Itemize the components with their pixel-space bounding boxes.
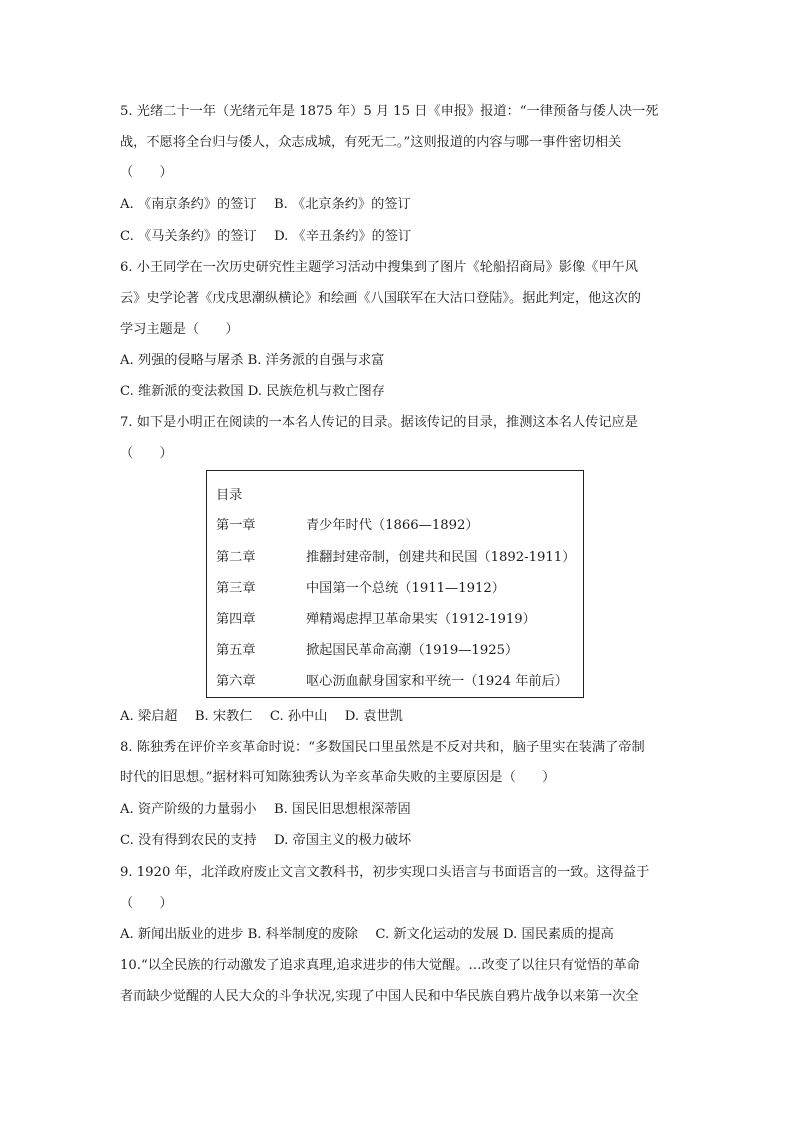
q10-stem-line1: 10.“以全民族的行动激发了追求真理,追求进步的伟大觉醒。…改变了以往只有觉悟的革命 [120, 958, 640, 973]
q5-stem-line2: 战，不愿将全台归与倭人，众志成城，有死无二。”这则报道的内容与哪一事件密切相关 [120, 135, 622, 150]
toc-chapter-title: 殚精竭虑捍卫革命果实（1912-1919） [306, 612, 536, 627]
q6-stem-line2: 云》史学论著《戊戌思潮纵横论》和绘画《八国联军在大沽口登陆》。据此判定，他这次的 [120, 291, 641, 306]
q6-options-ab: A. 列强的侵略与屠杀 B. 洋务派的自强与求富 [120, 353, 385, 368]
toc-chapter: 第六章 [216, 674, 256, 689]
q7-answer-blank: （ ） [120, 446, 173, 461]
toc-chapter-title: 掀起国民革命高潮（1919—1925） [306, 643, 519, 658]
q7-stem-line1: 7. 如下是小明正在阅读的一本名人传记的目录。据该传记的目录，推测这本名人传记应是 [120, 415, 638, 430]
toc-row [216, 608, 536, 627]
q8-stem-line2: 时代的旧思想。”据材料可知陈独秀认为辛亥革命失败的主要原因是（ ） [120, 770, 556, 785]
q5-stem-line1: 5. 光绪二十一年（光绪元年是 1875 年）5 月 15 日《申报》报道：“一律预备与倭人决一死 [120, 104, 659, 119]
toc-chapter-title: 推翻封建帝制，创建共和民国（1892-1911） [306, 550, 576, 565]
toc-chapter-title: 呕心沥血献身国家和平统一（1924 年前后） [306, 674, 568, 689]
q8-options-ab: A. 资产阶级的力量弱小 B. 国民旧思想根深蒂固 [120, 802, 411, 817]
q9-stem-line1: 9. 1920 年，北洋政府废止文言文教科书，初步实现口头语言与书面语言的一致。这得益于 [120, 865, 650, 880]
toc-title: 目录 [216, 488, 243, 503]
toc-chapter: 第五章 [216, 643, 256, 658]
toc-chapter: 第四章 [216, 612, 256, 627]
q10-stem-line2: 者而缺少觉醒的人民大众的斗争状况,实现了中国人民和中华民族自鸦片战争以来第一次全 [120, 989, 639, 1004]
q6-stem-line1: 6. 小王同学在一次历史研究性主题学习活动中搜集到了图片《轮船招商局》影像《甲午风 [120, 260, 638, 275]
q5-options-cd: C. 《马关条约》的签订 D. 《辛丑条约》的签订 [120, 229, 412, 244]
q9-answer-blank: （ ） [120, 896, 173, 911]
toc-chapter: 第三章 [216, 581, 256, 596]
toc-row [216, 546, 575, 565]
q7-options: A. 梁启超 B. 宋教仁 C. 孙中山 D. 袁世凯 [120, 709, 403, 724]
q6-stem-line3: 学习主题是（ ） [120, 322, 239, 337]
toc-chapter-title: 青少年时代（1866—1892） [306, 518, 479, 533]
toc-row [216, 577, 505, 596]
q8-options-cd: C. 没有得到农民的支持 D. 帝国主义的极力破坏 [120, 833, 412, 848]
q5-answer-blank: （ ） [120, 165, 173, 180]
toc-chapter-title: 中国第一个总统（1911—1912） [306, 581, 505, 596]
toc-row [216, 514, 479, 533]
q5-options-ab: A. 《南京条约》的签订 B. 《北京条约》的签订 [120, 197, 411, 212]
toc-row [216, 670, 568, 689]
toc-chapter: 第二章 [216, 550, 256, 565]
toc-chapter: 第一章 [216, 518, 256, 533]
table-of-contents-box [206, 470, 584, 698]
q6-options-cd: C. 维新派的变法救国 D. 民族危机与救亡图存 [120, 384, 385, 399]
toc-row [216, 639, 518, 658]
q9-options: A. 新闻出版业的进步 B. 科举制度的废除 C. 新文化运动的发展 D. 国民素质的提高 [120, 927, 614, 942]
q8-stem-line1: 8. 陈独秀在评价辛亥革命时说：“多数国民口里虽然是不反对共和，脑子里实在装满了帝制 [120, 740, 645, 755]
